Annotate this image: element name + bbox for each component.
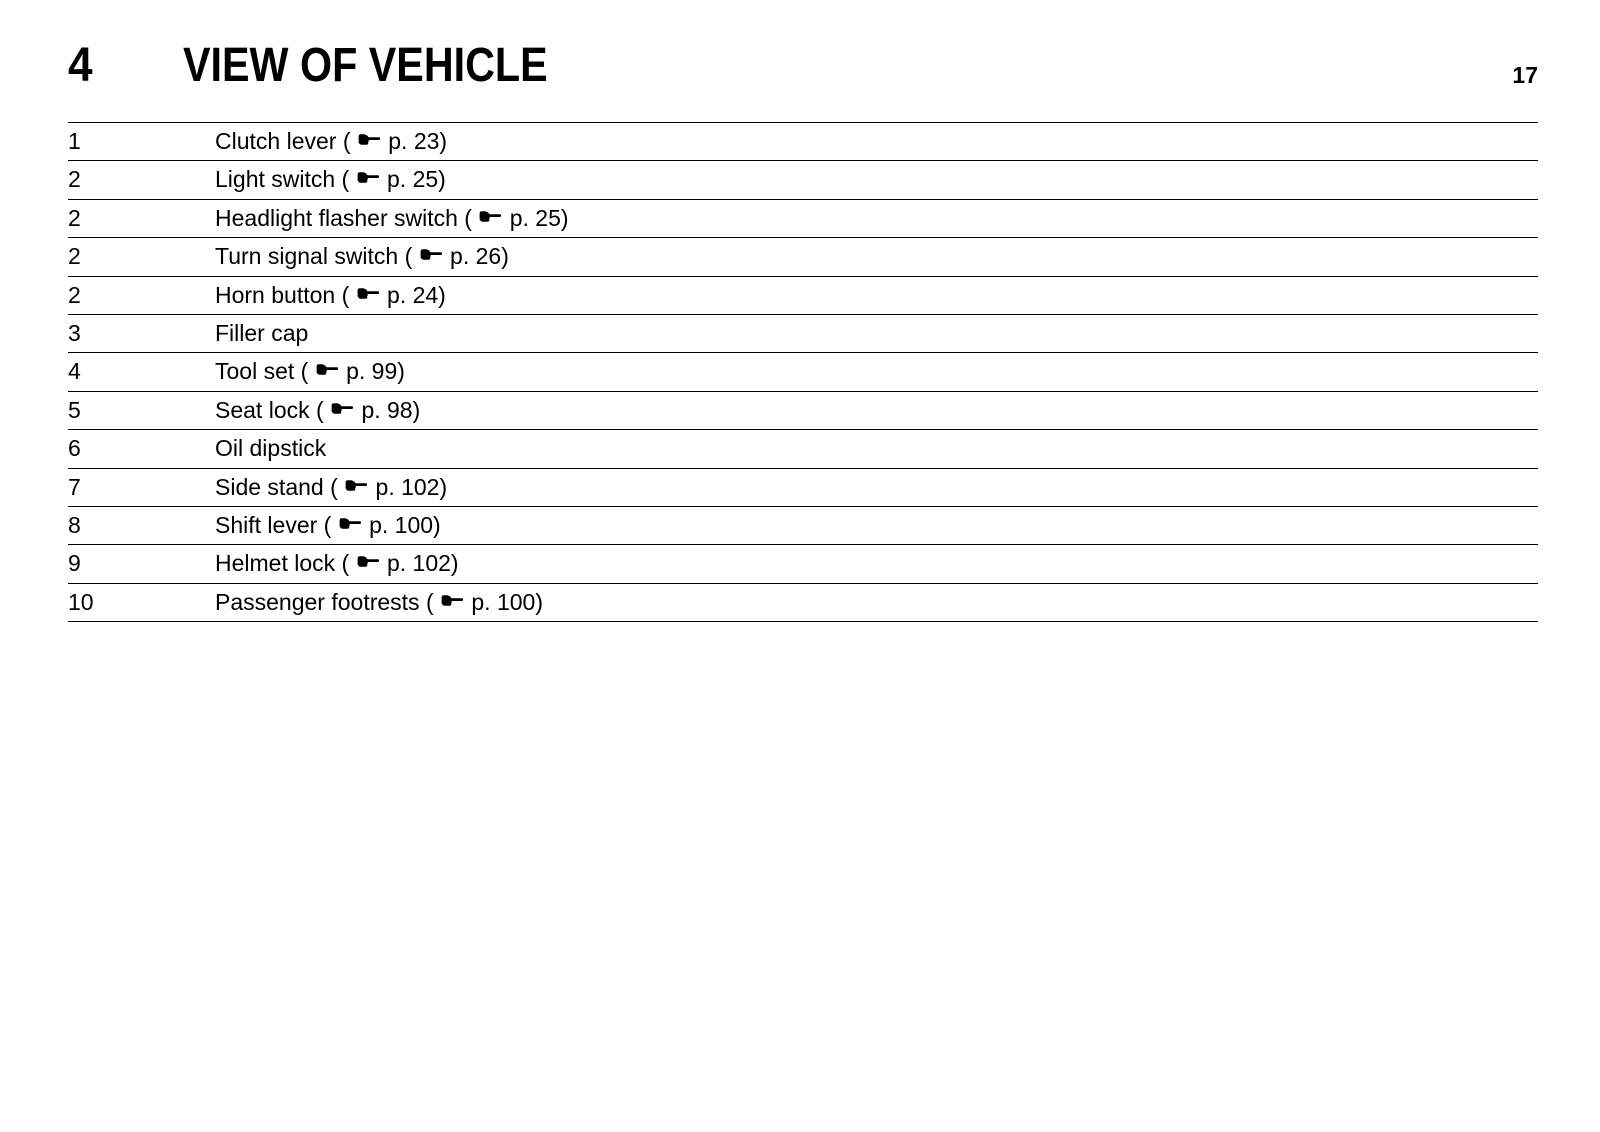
chapter-number: 4 bbox=[68, 39, 93, 92]
part-description bbox=[215, 469, 447, 506]
page-reference-link[interactable]: p. 100) bbox=[369, 511, 441, 538]
table-row bbox=[68, 200, 1538, 238]
part-number: 3 bbox=[68, 319, 81, 346]
page-reference-link[interactable]: p. 25) bbox=[387, 166, 446, 193]
page-reference-link[interactable]: p. 23) bbox=[388, 128, 448, 154]
pointing-hand-icon bbox=[441, 594, 463, 608]
part-number: 5 bbox=[68, 396, 81, 423]
part-number: 7 bbox=[68, 473, 81, 500]
part-description bbox=[215, 315, 308, 352]
table-row bbox=[68, 277, 1538, 315]
part-name: Headlight flasher switch ( bbox=[215, 204, 472, 231]
page-reference-link[interactable]: p. 100) bbox=[471, 588, 543, 615]
pointing-hand-icon bbox=[357, 287, 379, 301]
part-name: Oil dipstick bbox=[215, 435, 327, 462]
part-description bbox=[215, 353, 405, 390]
parts-table bbox=[68, 122, 1538, 622]
table-row bbox=[68, 430, 1538, 468]
part-name: Turn signal switch ( bbox=[215, 243, 413, 270]
part-number: 1 bbox=[68, 128, 81, 154]
part-number: 8 bbox=[68, 511, 81, 538]
table-row bbox=[68, 507, 1538, 545]
page-reference-link[interactable]: p. 26) bbox=[450, 243, 509, 270]
part-number: 2 bbox=[68, 166, 81, 193]
part-name: Side stand ( bbox=[215, 473, 338, 500]
pointing-hand-icon bbox=[358, 133, 380, 147]
part-description bbox=[215, 277, 446, 314]
part-description bbox=[215, 238, 509, 275]
table-row bbox=[68, 469, 1538, 507]
page-number: 17 bbox=[1512, 62, 1538, 88]
pointing-hand-icon bbox=[331, 402, 353, 416]
table-row bbox=[68, 315, 1538, 353]
page-reference-link[interactable]: p. 102) bbox=[386, 550, 459, 577]
part-name: Seat lock ( bbox=[215, 396, 324, 423]
page-reference-link[interactable]: p. 24) bbox=[387, 281, 446, 308]
part-description bbox=[215, 200, 569, 237]
pointing-hand-icon bbox=[479, 210, 501, 224]
table-row bbox=[68, 238, 1538, 276]
part-number: 2 bbox=[68, 281, 81, 308]
part-number: 2 bbox=[68, 243, 81, 270]
page-header bbox=[68, 38, 1538, 94]
pointing-hand-icon bbox=[357, 555, 379, 569]
part-description bbox=[215, 584, 543, 621]
part-name: Light switch ( bbox=[215, 166, 350, 193]
pointing-hand-icon bbox=[345, 479, 367, 493]
part-number: 2 bbox=[68, 204, 81, 231]
pointing-hand-icon bbox=[357, 171, 379, 185]
part-number: 4 bbox=[68, 358, 81, 385]
part-description bbox=[215, 430, 326, 467]
part-name: Tool set ( bbox=[215, 358, 309, 385]
table-row bbox=[68, 161, 1538, 199]
part-description bbox=[215, 161, 446, 198]
part-number: 9 bbox=[68, 550, 81, 577]
table-row bbox=[68, 392, 1538, 430]
page-reference-link[interactable]: p. 98) bbox=[361, 396, 421, 423]
pointing-hand-icon bbox=[339, 517, 361, 531]
table-row bbox=[68, 584, 1538, 622]
part-name: Shift lever ( bbox=[215, 511, 332, 538]
part-name: Horn button ( bbox=[215, 281, 350, 308]
table-row bbox=[68, 123, 1538, 161]
part-name: Filler cap bbox=[215, 319, 309, 346]
part-number: 10 bbox=[68, 588, 94, 615]
part-description bbox=[215, 507, 441, 544]
page-reference-link[interactable]: p. 102) bbox=[375, 473, 448, 500]
part-number: 6 bbox=[68, 435, 81, 462]
chapter-title: VIEW OF VEHICLE bbox=[183, 39, 548, 92]
part-description bbox=[215, 123, 447, 160]
part-name: Helmet lock ( bbox=[215, 550, 350, 577]
part-name: Passenger footrests ( bbox=[215, 588, 434, 615]
page-reference-link[interactable]: p. 99) bbox=[346, 358, 405, 385]
page-reference-link[interactable]: p. 25) bbox=[509, 204, 569, 231]
pointing-hand-icon bbox=[316, 363, 338, 377]
part-description bbox=[215, 392, 420, 429]
table-row bbox=[68, 545, 1538, 583]
part-description bbox=[215, 545, 459, 582]
part-name: Clutch lever ( bbox=[215, 128, 351, 154]
pointing-hand-icon bbox=[420, 248, 442, 262]
table-row bbox=[68, 353, 1538, 391]
